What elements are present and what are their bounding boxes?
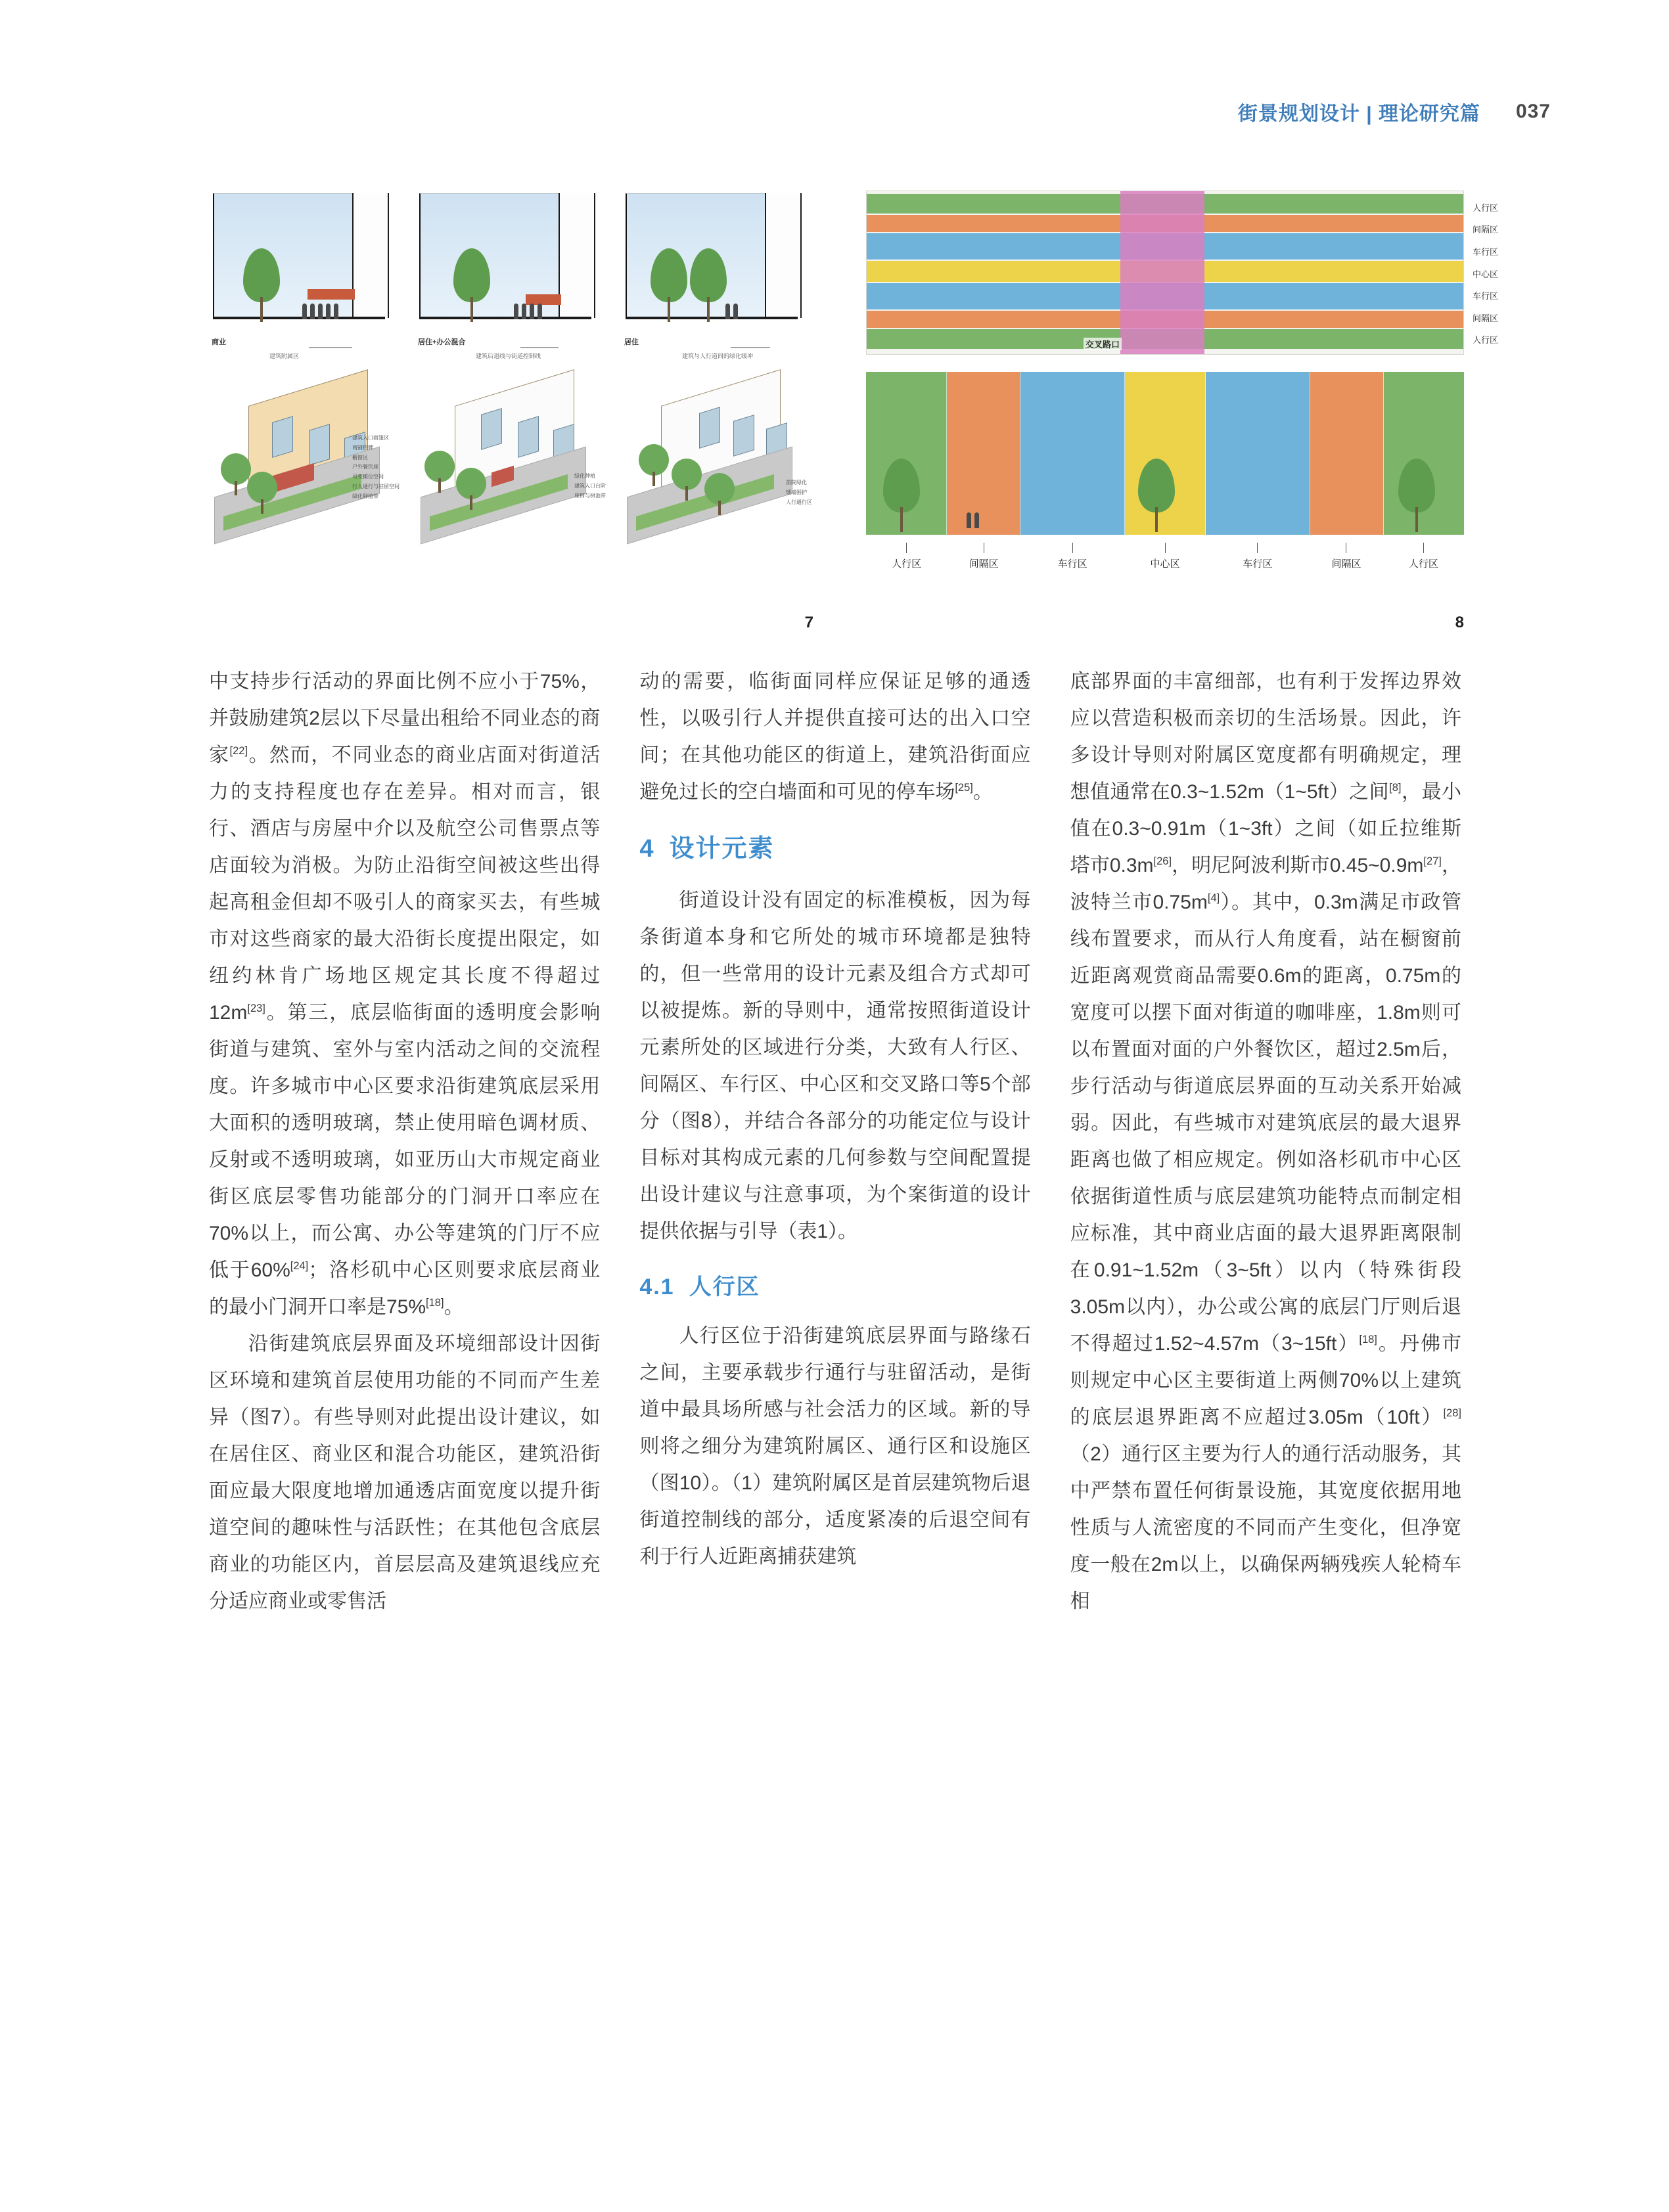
plan-intersection-zone bbox=[1120, 191, 1204, 354]
figure7-axonometric-panel-1 bbox=[209, 373, 401, 570]
zone-label bbox=[1206, 543, 1310, 570]
running-header bbox=[0, 92, 1669, 131]
window-shape bbox=[309, 424, 330, 466]
annotation-label: 矮墙围护 bbox=[786, 489, 807, 495]
figure-band bbox=[209, 191, 1499, 631]
reference-marker: [18] bbox=[426, 1297, 444, 1309]
tree-icon bbox=[453, 248, 490, 321]
tree-icon bbox=[704, 473, 735, 514]
window-shape bbox=[481, 408, 502, 450]
tree-icon bbox=[456, 468, 486, 508]
reference-marker: [18] bbox=[1359, 1334, 1377, 1345]
reference-marker: [4] bbox=[1207, 892, 1220, 904]
body-text: 街道设计没有固定的标准模板，因为每条街道本身和它所处的城市环境都是独特的，但一些常用的设计元素及组合方式却可以被提炼。新的导则中，通常按照街道设计元素所处的区域进行分类，大致有人行区、间隔区、车行区、中心区和交叉路口等5个部分（图8），并结合各部分的功能定位与设计目标对其构成元素的几何参数与空间配置提出设计建议与注意事项，为个案街道的设计提供依据与引导（表1）。 bbox=[639, 890, 1031, 1243]
pedestrian-figures bbox=[302, 304, 338, 319]
body-paragraph bbox=[1070, 664, 1461, 1620]
zone-label-text: 车行区 bbox=[1243, 558, 1273, 570]
figure7-axo-1-annotations bbox=[352, 434, 400, 502]
figure8-side-labels bbox=[1463, 191, 1562, 355]
zone-label bbox=[947, 543, 1020, 570]
zone-label-text: 中心区 bbox=[1150, 558, 1180, 570]
zone-sidewalk-right bbox=[1384, 372, 1464, 535]
section-number: 4 bbox=[639, 835, 655, 863]
reference-marker: [22] bbox=[229, 745, 248, 757]
body-text: 。 bbox=[972, 781, 993, 803]
ground-line bbox=[213, 317, 385, 319]
body-text: 。 bbox=[444, 1296, 464, 1318]
body-text: ，波特兰市0.75m bbox=[1070, 855, 1461, 913]
zone-buffer-right bbox=[1310, 372, 1384, 535]
zone-roadway-left bbox=[1020, 372, 1124, 535]
zone-label bbox=[866, 543, 947, 570]
body-text: ；洛杉矶中心区则要求底层商业的最小门洞开口率是75% bbox=[209, 1259, 601, 1318]
header-title: 街景规划设计 | 理论研究篇 bbox=[1237, 103, 1480, 125]
body-text: ，最小值在0.3~0.91m（1~3ft）之间（如丘拉维斯塔市0.3m bbox=[1070, 781, 1461, 876]
annotation-label: 户外餐饮座 bbox=[352, 464, 378, 470]
tree-icon bbox=[247, 472, 277, 512]
figure7-section-panel-3 bbox=[622, 191, 813, 361]
zone-label-text: 车行区 bbox=[1057, 558, 1087, 570]
figure7-panel-2-caption: 居住+办公混合 bbox=[418, 338, 466, 346]
body-text: 。第三，底层临街面的透明度会影响街道与建筑、室外与室内活动之间的交流程度。许多城市中心区要求沿街建筑底层采用大面积的透明玻璃，禁止使用暗色调材质、反射或不透明玻璃，如亚历山大市规定商业街区底层零售功能部分的门洞开口率应在70%以上，而公寓、办公等建筑的门厅不应低于60% bbox=[209, 1002, 601, 1281]
building-facade bbox=[765, 193, 802, 318]
body-text: 人行区位于沿街建筑底层界面与路缘石之间，主要承载步行通行与驻留活动，是街道中最具场所感与社会活力的区域。新的导则将之细分为建筑附属区、通行区和设施区（图10）。（1）建筑附属区是首层建筑物后退街道控制线的部分，适度紧凑的后退空间有利于行人近距离捕获建筑 bbox=[639, 1324, 1031, 1568]
figure7-axonometric-panel-3 bbox=[622, 373, 813, 570]
section-number: 4.1 bbox=[639, 1275, 675, 1300]
window-shape bbox=[272, 416, 293, 458]
pedestrian-figures bbox=[514, 304, 542, 319]
figure7-panel-1-note: 建筑附属区 bbox=[269, 353, 300, 359]
figure7-axonometric-panel-2 bbox=[415, 373, 607, 570]
figure-7-number: 7 bbox=[804, 614, 813, 631]
body-paragraph bbox=[209, 1326, 600, 1620]
text-column-2 bbox=[639, 664, 1030, 1620]
pedestrian-figures bbox=[725, 304, 738, 319]
zone-label bbox=[1124, 543, 1205, 570]
annotation-label: 可变摊位空间 bbox=[352, 474, 384, 480]
intersection-label: 交叉路口 bbox=[1084, 338, 1122, 350]
window-shape bbox=[699, 407, 720, 449]
section-heading bbox=[639, 833, 1030, 865]
text-column-3 bbox=[1070, 664, 1461, 1620]
annotation-label: 人行通行区 bbox=[786, 499, 812, 505]
body-text: 。然而，不同业态的商业店面对街道活力的支持程度也存在差异。相对而言，银行、酒店与房屋中介以及航空公司售票点等店面较为消极。为防止沿街空间被这些出得起高租金但却不吸引人的商家买去，有些城市对这些商家的最大沿街长度提出限定，如纽约林肯广场地区规定其长度不得超过12m bbox=[209, 744, 601, 1024]
annotation-label: 行人通行与驻留空间 bbox=[352, 483, 400, 489]
text-column-1 bbox=[209, 664, 600, 1620]
reference-marker: [23] bbox=[247, 1003, 265, 1014]
figure7-section-panel-1 bbox=[209, 191, 401, 361]
side-label: 间隔区 bbox=[1473, 225, 1499, 235]
zone-label-text: 间隔区 bbox=[1331, 558, 1361, 570]
figure7-panel-3-note: 建筑与人行道间的绿化缓冲 bbox=[682, 353, 754, 359]
figure7-section-panel-2 bbox=[415, 191, 607, 361]
zone-label bbox=[1383, 543, 1464, 570]
annotation-label: 商铺招牌 bbox=[352, 444, 373, 451]
ground-line bbox=[419, 317, 591, 319]
side-label: 人行区 bbox=[1473, 202, 1499, 213]
page-number: 037 bbox=[1515, 101, 1551, 122]
reference-marker: [27] bbox=[1423, 855, 1442, 867]
body-text: 沿街建筑底层界面及环境细部设计因街区环境和建筑首层使用功能的不同而产生差异（图7）。有些导则对此提出设计建议，如在居住区、商业区和混合功能区，建筑沿街面应最大限度地增加通透店面宽度以提升街道空间的趣味性与活跃性；在其他包含底层商业的功能区内，首层层高及建筑退线应充分适应商业或零售活 bbox=[209, 1333, 601, 1612]
annotation-label: 绿化种植 bbox=[574, 473, 595, 479]
body-text: 。丹佛市则规定中心区主要街道上两侧70%以上建筑的底层退界距离不应超过3.05m（10ft） bbox=[1070, 1333, 1461, 1428]
side-label: 车行区 bbox=[1473, 291, 1499, 302]
building-facade bbox=[352, 193, 389, 318]
annotation-label: 橱窗区 bbox=[352, 454, 368, 461]
tree-icon bbox=[243, 248, 280, 321]
body-paragraph bbox=[639, 1318, 1030, 1575]
annotation-label: 建筑入口台阶 bbox=[574, 482, 606, 489]
body-paragraph bbox=[639, 664, 1030, 811]
annotation-label: 前院绿化 bbox=[786, 480, 807, 485]
body-text: 动的需要，临街面同样应保证足够的通透性，以吸引行人并提供直接可达的出入口空间；在其他功能区的街道上，建筑沿街面应避免过长的空白墙面和可见的停车场 bbox=[639, 671, 1031, 803]
annotation-label: 建筑入口雨篷区 bbox=[352, 435, 389, 441]
figure7-panel-2-note: 建筑后退线与街道控制线 bbox=[476, 353, 541, 359]
figure-7 bbox=[209, 191, 813, 631]
tree-icon bbox=[651, 248, 687, 321]
side-label: 中心区 bbox=[1473, 269, 1499, 279]
zone-label-text: 人行区 bbox=[1408, 558, 1438, 570]
reference-marker: [24] bbox=[290, 1260, 309, 1272]
figure-8-number: 8 bbox=[1455, 614, 1464, 631]
section-heading bbox=[639, 1273, 1030, 1301]
side-label: 间隔区 bbox=[1473, 313, 1499, 323]
tree-icon bbox=[672, 459, 702, 499]
section-title: 设计元素 bbox=[669, 835, 775, 863]
zone-sidewalk-left bbox=[866, 372, 947, 535]
zone-buffer-left bbox=[947, 372, 1020, 535]
side-label: 人行区 bbox=[1473, 335, 1499, 346]
zone-label-text: 间隔区 bbox=[969, 558, 999, 570]
zone-roadway-right bbox=[1206, 372, 1310, 535]
figure8-bottom-labels bbox=[866, 543, 1464, 570]
building-facade bbox=[559, 193, 595, 318]
figure7-axo-2-annotations bbox=[574, 472, 606, 501]
zone-label bbox=[1310, 543, 1383, 570]
annotation-label: 座椅与树池带 bbox=[574, 492, 606, 499]
body-text: ，明尼阿波利斯市0.45~0.9m bbox=[1172, 855, 1424, 876]
figure7-axo-3-annotations bbox=[786, 478, 812, 507]
body-text: 底部界面的丰富细部，也有利于发挥边界效应以营造积极而亲切的生活场景。因此，许多设计导则对附属区宽度都有明确规定，理想值通常在0.3~1.52m（1~5ft）之间 bbox=[1070, 671, 1461, 803]
zone-label-text: 人行区 bbox=[892, 558, 922, 570]
figure7-panel-3-caption: 居住 bbox=[624, 338, 639, 346]
figure-8 bbox=[866, 191, 1499, 631]
zone-median bbox=[1125, 372, 1206, 535]
reference-marker: [26] bbox=[1153, 855, 1172, 867]
reference-marker: [8] bbox=[1389, 782, 1402, 794]
figure8-section-view bbox=[866, 372, 1464, 535]
sky-background bbox=[213, 193, 357, 319]
body-columns bbox=[209, 664, 1461, 1620]
window-shape bbox=[518, 416, 539, 458]
body-text: （2）通行区主要为行人的通行活动服务，其中严禁布置任何街景设施，其宽度依据用地性质与人流密度的不同而产生变化，但净宽度一般在2m以上，以确保两辆残疾人轮椅车相 bbox=[1070, 1443, 1461, 1612]
side-label: 车行区 bbox=[1473, 246, 1499, 257]
body-text: ）。其中，0.3m满足市政管线布置要求，而从行人角度看，站在橱窗前近距离观赏商品需要0.6m的距离，0.75m的宽度可以摆下面对街道的咖啡座，1.8m则可以布置面对面的户外餐饮区，超过2.5m后，步行活动与街道底层界面的互动关系开始减弱。因此，有些城市对建筑底层的最大退界距离也做了相应规定。例如洛杉矶市中心区依据街道性质与底层建筑功能特点而制定相应标准，其中商业店面的最大退界距离限制在0.91~1.52m（3~5ft）以内（特殊街段3.05m以内），办公或公寓的底层门厅则后退不得超过1.52~4.57m（3~15ft） bbox=[1070, 892, 1461, 1355]
zone-label bbox=[1020, 543, 1125, 570]
tree-icon bbox=[1398, 459, 1435, 531]
tree-icon bbox=[1138, 459, 1175, 531]
awning-shape bbox=[308, 289, 355, 300]
section-title: 人行区 bbox=[689, 1275, 760, 1300]
figure8-plan-view bbox=[866, 191, 1499, 355]
body-paragraph bbox=[209, 664, 600, 1326]
reference-marker: [25] bbox=[955, 782, 973, 794]
pedestrian-figures bbox=[967, 512, 979, 528]
figure7-panel-1-caption: 商业 bbox=[212, 338, 226, 346]
window-shape bbox=[733, 415, 754, 457]
tree-icon bbox=[690, 248, 727, 321]
body-text: 中支持步行活动的界面比例不应小于75%，并鼓励建筑2层以下尽量出租给不同业态的商家 bbox=[209, 671, 601, 766]
annotation-label: 绿化种植带 bbox=[352, 493, 378, 499]
tree-icon bbox=[883, 459, 920, 531]
tree-icon bbox=[639, 444, 669, 485]
reference-marker: [28] bbox=[1443, 1407, 1461, 1419]
tree-icon bbox=[424, 451, 455, 491]
body-paragraph bbox=[639, 882, 1030, 1250]
